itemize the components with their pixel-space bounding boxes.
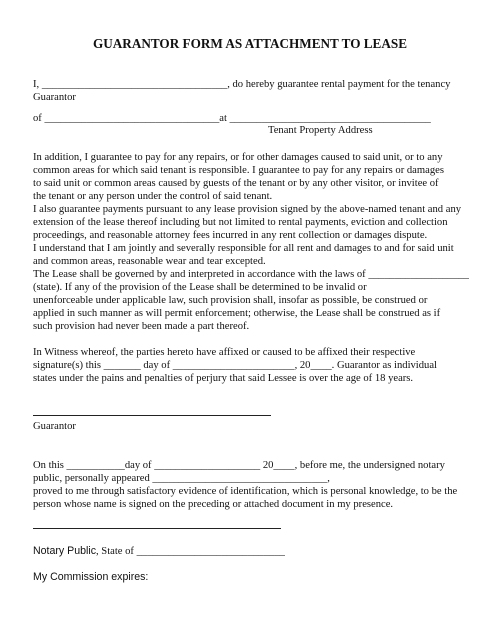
witness-line: In Witness whereof, the parties hereto have affixed or caused to be affixed their respective (33, 347, 416, 358)
paragraph-line: such provision had never been made a part thereof. (33, 321, 250, 332)
notary-line: On this ___________day of ____________________ 20____, before me, the undersigned notary (33, 460, 445, 471)
guarantee-statement-line: I, ___________________________________, do hereby guarantee rental payment for the tenancy (33, 79, 451, 90)
witness-line: signature(s) this _______ day of _______________________, 20____. Guarantor as individual (33, 360, 437, 371)
tenant-address-caption: Tenant Property Address (268, 125, 373, 136)
paragraph-line: In addition, I guarantee to pay for any repairs, or for other damages caused to said unit, or to any (33, 152, 443, 163)
paragraph-line: The Lease shall be governed by and interpreted in accordance with the laws of ___________________ (33, 269, 469, 280)
guarantor-signature-line (33, 415, 271, 416)
notary-line: public, personally appeared _________________________________, (33, 473, 330, 484)
paragraph-line: to said unit or common areas caused by guests of the tenant or by any other visitor, or invitee of (33, 178, 439, 189)
commission-expires-label: My Commission expires: (33, 571, 149, 583)
paragraph-line: unenforceable under applicable law, such provision shall, insofar as possible, be construed or (33, 295, 428, 306)
tenant-address-line: of _________________________________at ______________________________________ (33, 113, 431, 124)
state-of-field: , State of ____________________________ (96, 546, 285, 557)
guarantor-caption: Guarantor (33, 92, 76, 103)
paragraph-line: and common areas, reasonable wear and tear excepted. (33, 256, 266, 267)
notary-public-state-line (33, 544, 285, 559)
guarantor-signature-label: Guarantor (33, 421, 76, 432)
notary-public-label: Notary Public (33, 545, 96, 557)
paragraph-line: I understand that I am jointly and severally responsible for all rent and damages to and for said unit (33, 243, 454, 254)
paragraph-line: I also guarantee payments pursuant to any lease provision signed by the above-named tenant and any (33, 204, 462, 215)
notary-line: person whose name is signed on the preceding or attached document in my presence. (33, 499, 394, 510)
notary-signature-line (33, 528, 281, 529)
notary-line: proved to me through satisfactory evidence of identification, which is personal knowledge, to be the (33, 486, 458, 497)
paragraph-line: applied in such manner as will permit enforcement; otherwise, the Lease shall be construed as if (33, 308, 441, 319)
document-title: GUARANTOR FORM AS ATTACHMENT TO LEASE (93, 36, 407, 51)
paragraph-line: common areas for which said tenant is responsible. I guarantee to pay for any repairs or damages (33, 165, 444, 176)
paragraph-line: extension of the lease thereof including but not limited to rental payments, eviction and collection (33, 217, 448, 228)
paragraph-line: the tenant or any person under the control of said tenant. (33, 191, 273, 202)
paragraph-line: (state). If any of the provision of the Lease shall be determined to be invalid or (33, 282, 367, 293)
paragraph-line: proceedings, and reasonable attorney fees incurred in any rent collection or damages dispute. (33, 230, 428, 241)
witness-line: states under the pains and penalties of perjury that said Lessee is over the age of 18 years. (33, 373, 414, 384)
